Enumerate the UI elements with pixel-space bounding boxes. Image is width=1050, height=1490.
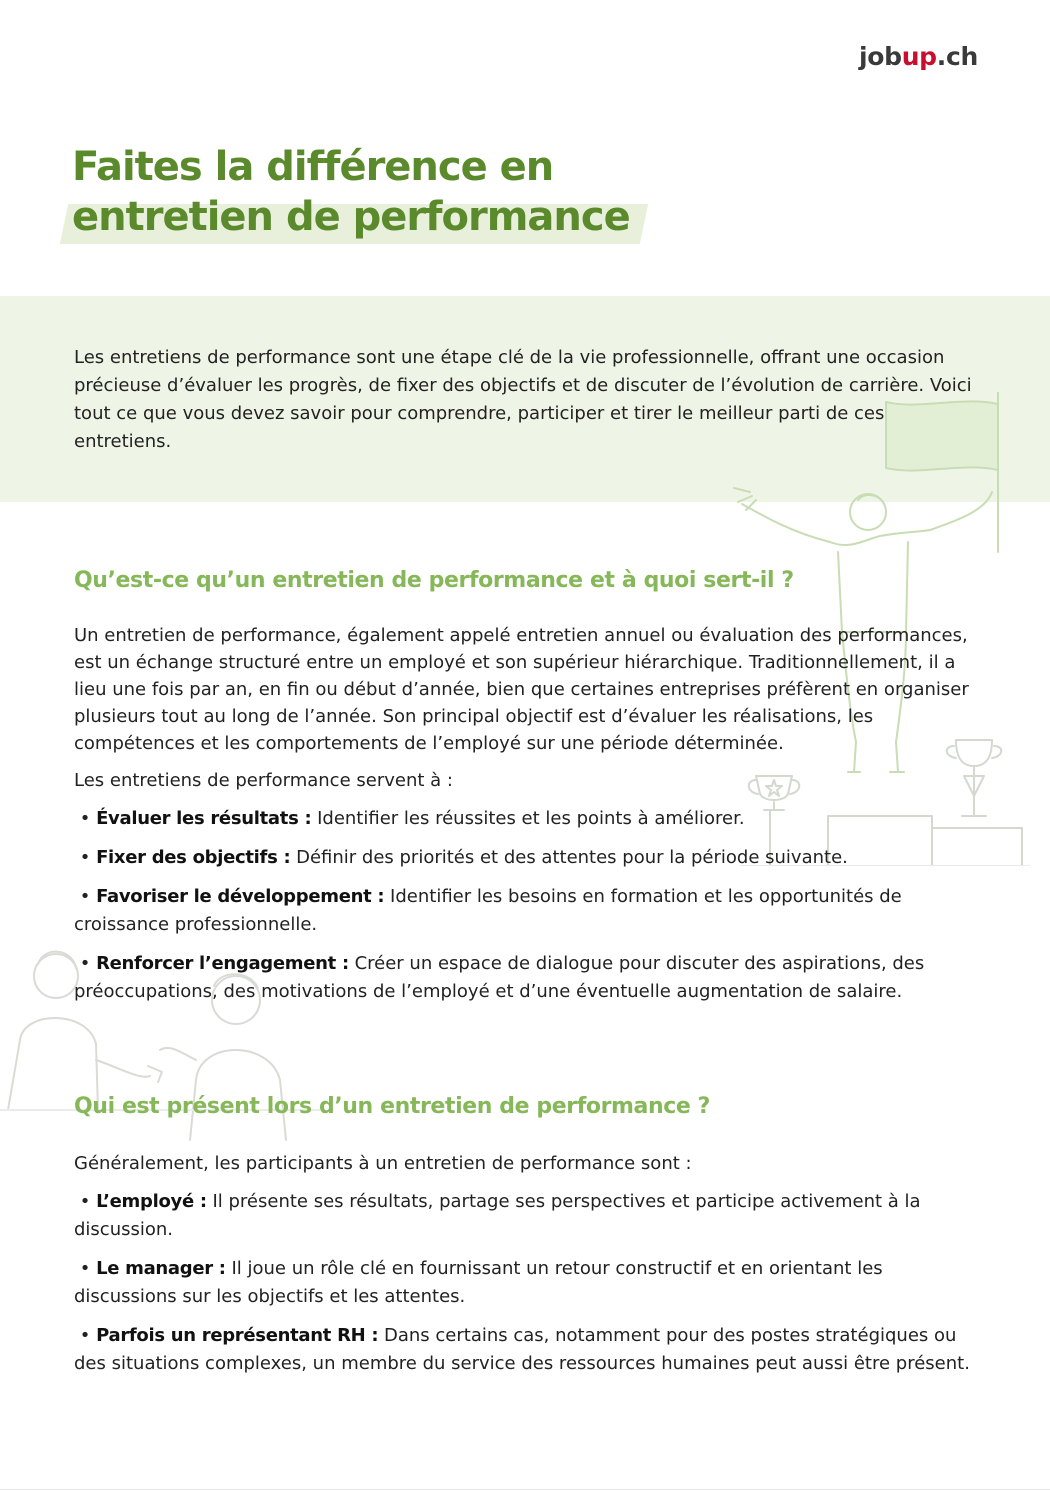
list-item-label: Le manager :	[96, 1258, 226, 1279]
section-what-paragraph: Un entretien de performance, également appelé entretien annuel ou évaluation des performances, est un échange structuré entre un employé et son supérieur hiérarchique. Traditionnellement, il a lieu une fois par an, en fin ou début d’année, bien que certaines entreprises préfèrent en organiser plusieurs tout au long de l’année. Son principal objectif est d’évaluer les réalisations, les compétences et les comportements de l’employé sur une période déterminée.	[74, 625, 969, 754]
section-who-lead: Généralement, les participants à un entretien de performance sont :	[74, 1153, 692, 1174]
jobup-logo[interactable]	[859, 42, 978, 71]
list-item: • L’employé : Il présente ses résultats, partage ses perspectives et participe activement à la discussion.	[74, 1191, 921, 1240]
section-what	[74, 566, 984, 1006]
logo-accent: up	[901, 42, 937, 71]
list-item-label: L’employé :	[96, 1191, 207, 1212]
list-item: • Fixer des objectifs : Définir des priorités et des attentes pour la période suivante.	[74, 847, 848, 868]
list-item-text: Identifier les réussites et les points à améliorer.	[317, 808, 745, 829]
logo-suffix: .ch	[936, 42, 978, 71]
page-title	[72, 142, 692, 242]
list-item-label: Fixer des objectifs :	[96, 847, 291, 868]
list-item: • Le manager : Il joue un rôle clé en fournissant un retour constructif et en orientant les discussions sur les objectifs et les attentes.	[74, 1258, 883, 1307]
section-who-heading: Qui est présent lors d’un entretien de performance ?	[74, 1094, 711, 1119]
logo-prefix: job	[858, 42, 902, 71]
list-item-label: Favoriser le développement :	[96, 886, 385, 907]
list-item-text: Définir des priorités et des attentes pour la période suivante.	[296, 847, 848, 868]
page-title-block	[72, 142, 692, 242]
section-who	[74, 1092, 984, 1378]
list-item-label: Évaluer les résultats :	[96, 808, 312, 829]
list-item: • Parfois un représentant RH : Dans certains cas, notamment pour des postes stratégiques ou des situations complexes, un membre du service des ressources humaines peut aussi être présent.	[74, 1325, 970, 1374]
list-item: • Renforcer l’engagement : Créer un espace de dialogue pour discuter des aspirations, des préoccupations, des motivations de l’employé et d’une éventuelle augmentation de salaire.	[74, 953, 925, 1002]
list-item: • Évaluer les résultats : Identifier les réussites et les points à améliorer.	[74, 808, 745, 829]
list-item-text: Il joue un rôle clé en fournissant un retour constructif et en orientant les discussions sur les objectifs et les attentes.	[74, 1258, 883, 1307]
intro-paragraph: Les entretiens de performance sont une étape clé de la vie professionnelle, offrant une occasion précieuse d’évaluer les progrès, de fixer des objectifs et de discuter de l’évolution de carrière. Voici tout ce que vous devez savoir pour comprendre, participer et tirer le meilleur parti de ces entretiens.	[74, 347, 972, 452]
list-item: • Favoriser le développement : Identifier les besoins en formation et les opportunités de croissance professionnelle.	[74, 886, 902, 935]
list-item-text: Identifier les besoins en formation et les opportunités de croissance professionnelle.	[74, 886, 902, 935]
list-item-label: Parfois un représentant RH :	[96, 1325, 379, 1346]
section-what-heading: Qu’est-ce qu’un entretien de performance et à quoi sert-il ?	[74, 568, 794, 593]
section-what-lead: Les entretiens de performance servent à :	[74, 770, 453, 791]
page-title-line1: Faites la différence en	[72, 144, 554, 190]
list-item-text: Dans certains cas, notamment pour des postes stratégiques ou des situations complexes, un membre du service des ressources humaines peut aussi être présent.	[74, 1325, 970, 1374]
page-title-line2: entretien de performance	[72, 194, 630, 240]
list-item-text: Il présente ses résultats, partage ses perspectives et participe activement à la discussion.	[74, 1191, 921, 1240]
list-item-label: Renforcer l’engagement :	[96, 953, 349, 974]
list-item-text: Créer un espace de dialogue pour discuter des aspirations, des préoccupations, des motivations de l’employé et d’une éventuelle augmentation de salaire.	[74, 953, 925, 1002]
